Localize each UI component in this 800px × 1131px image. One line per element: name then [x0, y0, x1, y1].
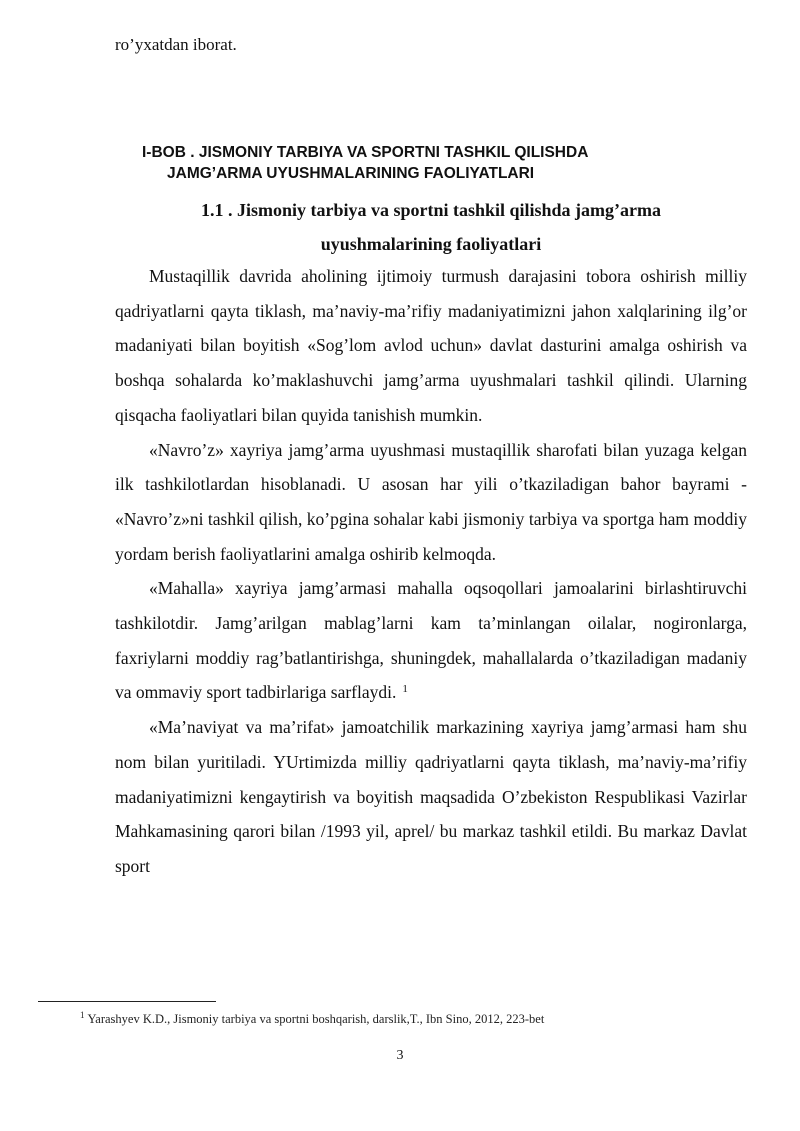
section-heading-line-2: uyushmalarining faoliyatlari: [320, 234, 542, 254]
paragraph-navruz-intro: Mustaqillik davrida aholining ijtimoiy turmush darajasini tobora oshirish milliy qadriyatlarni qayta tiklash, ma’naviy-ma’rifiy madaniyatimizni jahon xalqlarining ilg’or madaniyati bilan boyitish «Sog’lom avlod uchun» davlat dasturini amalga oshirish va boshqa sohalarda ko’maklashuvchi jamg’arma uyushmalari tashkil qilindi. Ularning qisqacha faoliyatlari bilan quyida tanishish mumkin.: [115, 266, 747, 425]
footnote-text: Yarashyev K.D., Jismoniy tarbiya va sportni boshqarish, darslik,T., Ibn Sino, 2012, 223-bet: [87, 1012, 545, 1027]
paragraph-mahalla-fund: [115, 571, 747, 710]
paragraph-manaviyat-fund: «Ma’naviyat va ma’rifat» jamoatchilik markazining xayriya jamg’armasi ham shu nom bilan yuritiladi. YUrtimizda milliy qadriyatlarni qayta tiklash, ma’naviy-ma’rifiy madaniyatimizni kengaytirish va boyitish maqsadida O’zbekiston Respublikasi Vazirlar Mahkamasining qarori bilan /1993 yil, aprel/ bu markaz tashkil etildi. Bu markaz Davlat sport: [115, 717, 747, 876]
carryover-text: ro’yxatdan iborat.: [115, 35, 237, 54]
body-text: [115, 259, 747, 884]
paragraph-mahalla-text: «Mahalla» xayriya jamg’armasi mahalla oqsoqollari jamoalarini birlashtiruvchi tashkilotdir. Jamg’arilgan mablag’larni kam ta’minlangan oilalar, nogironlarga, faxriylarni moddiy rag’batlantirishga, shuningdek, mahallalarda o’tkaziladigan madaniy va ommaviy sport tadbirlariga sarflaydi.: [115, 578, 747, 703]
chapter-heading-line-1: I-BOB . JISMONIY TARBIYA VA SPORTNI TASHKIL QILISHDA: [142, 144, 589, 161]
paragraph-navruz-fund: «Navro’z» xayriya jamg’arma uyushmasi mustaqillik sharofati bilan yuzaga kelgan ilk tashkilotlardan hisoblanadi. U asosan har yili o’tkaziladigan bahor bayrami - «Navro’z»ni tashkil qilish, ko’pgina sohalar kabi jismoniy tarbiya va sportga ham moddiy yordam berish faoliyatlarini amalga oshirib kelmoqda.: [115, 439, 747, 564]
section-heading: [115, 193, 747, 261]
footnote: [80, 1007, 544, 1027]
page-number: 3: [396, 1048, 404, 1063]
footnote-marker: 1: [80, 1010, 85, 1020]
footnote-reference[interactable]: 1: [402, 682, 408, 695]
footnote-divider: [38, 1001, 216, 1002]
section-heading-line-1: 1.1 . Jismoniy tarbiya va sportni tashkil qilishda jamg’arma: [200, 200, 662, 220]
chapter-heading: [115, 142, 735, 184]
chapter-heading-line-2: JAMG’ARMA UYUSHMALARINING FAOLIYATLARI: [167, 165, 535, 182]
